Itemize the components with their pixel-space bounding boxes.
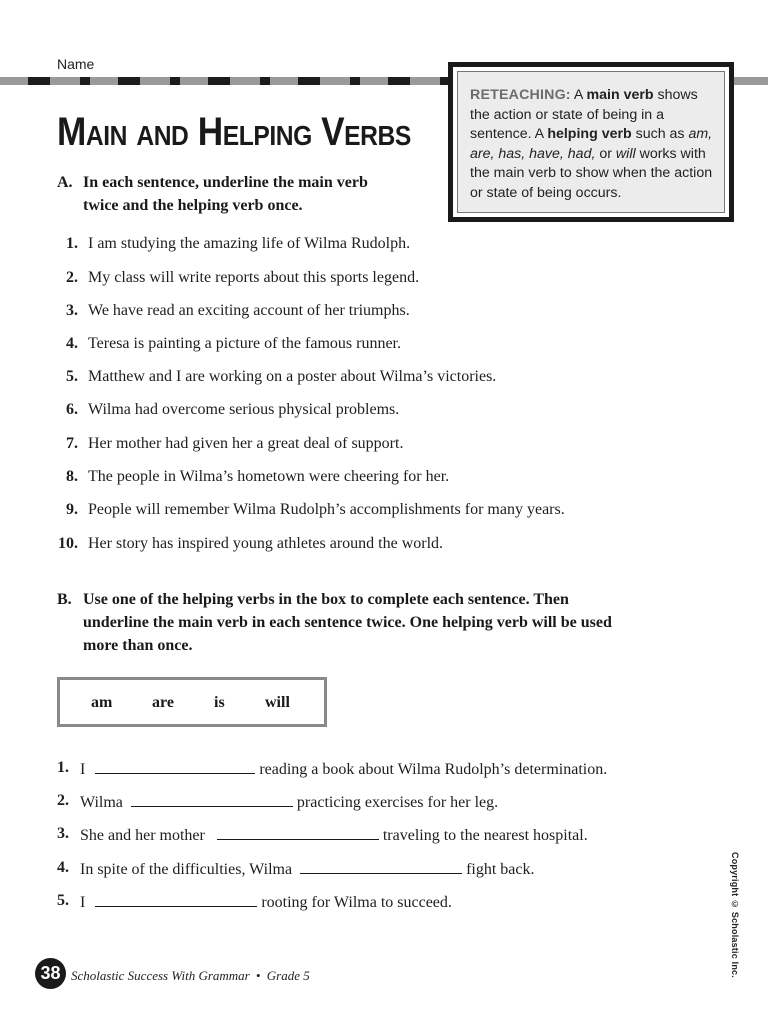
reteaching-heading: RETEACHING: [470,87,571,103]
helping-verb-term: helping verb [547,126,632,142]
item-number: 3. [66,302,78,319]
decorative-stripe [0,77,460,85]
sentence-after: traveling to the nearest hospital. [382,827,588,844]
item-number: 5. [66,368,78,385]
sentence-text: Her story has inspired young athletes around the world. [88,535,444,552]
page-title: Main and Helping Verbs [57,110,411,154]
decorative-stripe-right [732,77,768,85]
item-number: 1. [57,759,69,776]
helping-verb-option: is [214,694,225,711]
will-term: will [615,145,636,162]
helping-verb-box [57,677,327,727]
item-number: 2. [57,792,69,809]
reteaching-box [448,62,734,222]
reteaching-text-3: such as [631,126,689,142]
main-verb-term: main verb [586,87,654,103]
item-number: 5. [57,892,69,909]
sentence-after: rooting for Wilma to succeed. [261,894,452,911]
reteaching-text-5: works with the main verb to show when the action or state of being occurs. [470,145,713,201]
answer-blank[interactable] [300,858,462,874]
sentence-text: We have read an exciting account of her triumphs. [88,302,410,319]
sentence-text: Matthew and I are working on a poster about Wilma’s victories. [88,368,497,385]
part-b-label: B. [57,591,72,608]
sentence-text: The people in Wilma’s hometown were cheering for her. [88,468,450,485]
helping-verb-option: are [152,694,174,711]
sentence-text: Teresa is painting a picture of the famous runner. [88,335,401,352]
sentence-text: Her mother had given her a great deal of support. [88,435,404,452]
item-number: 8. [66,468,78,485]
helping-verb-examples: am, are, has, have, had, [470,126,713,162]
sentence-before: She and her mother [80,827,205,844]
helping-verb-option: am [91,694,113,711]
sentence-after: fight back. [466,861,535,878]
sentence-text: I am studying the amazing life of Wilma Rudolph. [88,235,411,252]
reteaching-text [457,71,725,213]
part-b-instruction-text: Use one of the helping verbs in the box to complete each sentence. Then underline the main verb in each sentence twice. One helping verb will be used more than once. [83,591,612,654]
answer-blank[interactable] [131,791,293,807]
name-label: Name [57,56,95,72]
sentence-before: I [80,761,86,778]
grade-label: Grade 5 [266,968,310,983]
item-number: 2. [66,269,78,286]
answer-blank[interactable] [217,824,379,840]
item-number: 10. [58,535,78,552]
book-title: Scholastic Success With Grammar [71,968,250,983]
bullet-separator: • [255,968,261,983]
sentence-before: In spite of the difficulties, Wilma [80,861,293,878]
helping-verb-option: will [265,694,290,711]
reteaching-text-2: shows the action or state of being in a sentence. A [470,87,698,142]
reteaching-text-1: A [570,87,587,103]
answer-blank[interactable] [95,758,255,774]
sentence-text: My class will write reports about this sports legend. [88,269,420,286]
item-number: 1. [66,235,78,252]
part-a-label: A. [57,174,73,191]
reteaching-text-4: or [595,145,616,162]
sentence-after: practicing exercises for her leg. [296,794,499,811]
part-b-instructions [57,588,637,657]
item-number: 4. [66,335,78,352]
item-number: 3. [57,825,69,842]
item-number: 9. [66,501,78,518]
sentence-after: reading a book about Wilma Rudolph’s determination. [259,761,608,778]
copyright-notice: Copyright © Scholastic Inc. [730,852,740,978]
part-a-instructions [57,171,407,217]
answer-blank[interactable] [95,891,257,907]
sentence-before: I [80,894,86,911]
sentence-text: People will remember Wilma Rudolph’s accomplishments for many years. [88,501,565,518]
sentence-before: Wilma [80,794,123,811]
part-a-instruction-text: In each sentence, underline the main verb twice and the helping verb once. [83,174,368,214]
page-number: 38 [35,958,66,989]
item-number: 4. [57,859,69,876]
sentence-text: Wilma had overcome serious physical problems. [88,401,400,418]
item-number: 7. [66,435,78,452]
footer-book-title [71,968,310,984]
item-number: 6. [66,401,78,418]
